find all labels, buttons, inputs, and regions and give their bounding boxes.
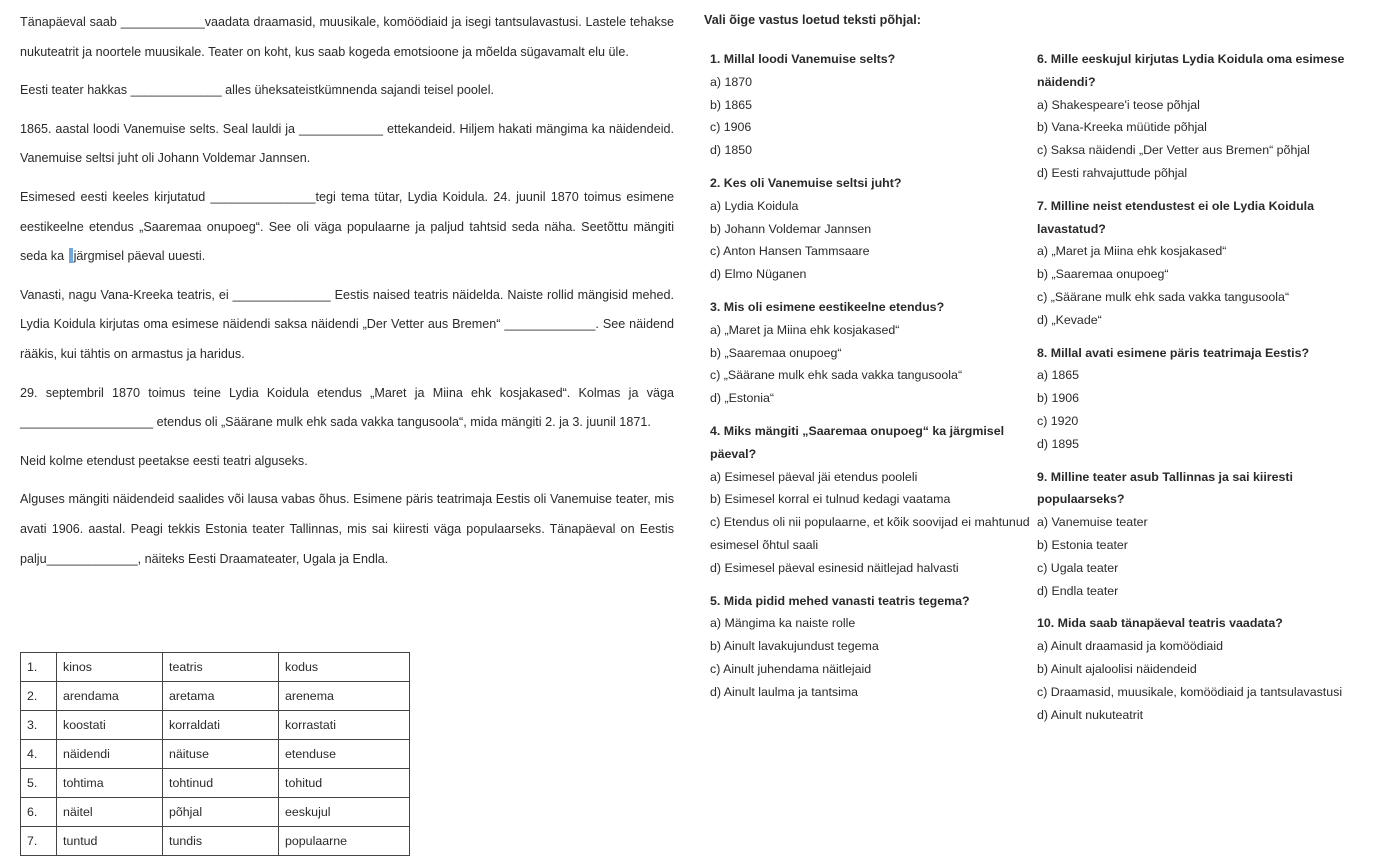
quiz-question (710, 172, 1030, 286)
paragraph-7[interactable]: Neid kolme etendust peetakse eesti teatri alguseks. (20, 453, 308, 468)
answer-option[interactable]: b) 1865 (710, 97, 753, 112)
answer-option[interactable]: d) Eesti rahvajuttude põhjal (1037, 165, 1188, 180)
answer-option[interactable]: d) Endla teater (1037, 583, 1119, 598)
table-row (21, 653, 410, 682)
paragraph-2[interactable]: Eesti teater hakkas _____________ alles üheksateistkümnenda sajandi teisel poolel. (20, 83, 494, 98)
answer-option[interactable]: d) Ainult laulma ja tantsima (710, 684, 859, 699)
table-row-number[interactable]: 3. (21, 711, 57, 740)
table-cell[interactable]: aretama (163, 682, 279, 711)
table-cell[interactable]: populaarne (279, 827, 410, 856)
paragraph-4[interactable] (20, 183, 674, 272)
question-title: 5. Mida pidid mehed vanasti teatris tegema? (710, 593, 970, 608)
answer-option[interactable]: d) „Kevade“ (1037, 312, 1102, 327)
quiz-column-left (710, 48, 1030, 714)
table-row-number[interactable]: 6. (21, 798, 57, 827)
paragraph-4-text-after: järgmisel päeval uuesti. (73, 249, 206, 264)
answer-option[interactable]: d) Elmo Nüganen (710, 267, 807, 282)
table-cell[interactable]: etenduse (279, 740, 410, 769)
answer-option[interactable]: a) Vanemuise teater (1037, 515, 1148, 530)
question-title: 2. Kes oli Vanemuise seltsi juht? (710, 175, 902, 190)
table-cell[interactable]: näidendi (57, 740, 163, 769)
table-cell[interactable]: näituse (163, 740, 279, 769)
answer-option[interactable]: c) Ugala teater (1037, 560, 1119, 575)
answer-option[interactable]: b) Ainult lavakujundust tegema (710, 639, 879, 654)
quiz-question (1037, 48, 1357, 185)
answer-option[interactable]: d) Ainult nukuteatrit (1037, 707, 1144, 722)
table-cell[interactable]: teatris (163, 653, 279, 682)
table-cell[interactable]: korrastati (279, 711, 410, 740)
answer-option[interactable]: a) Esimesel päeval jäi etendus pooleli (710, 469, 918, 484)
table-cell[interactable]: koostati (57, 711, 163, 740)
question-title: 9. Milline teater asub Tallinnas ja sai kiiresti populaarseks? (1037, 469, 1293, 507)
question-title: 3. Mis oli esimene eestikeelne etendus? (710, 299, 945, 314)
table-row (21, 711, 410, 740)
table-cell[interactable]: kodus (279, 653, 410, 682)
paragraph-3[interactable]: 1865. aastal loodi Vanemuise selts. Seal lauldi ja ____________ ettekandeid. Hiljem hakati mängima ka näidendeid. Vanemuise seltsi juht oli Johann Voldemar Jannsen. (20, 121, 674, 166)
quiz-question (1037, 612, 1357, 726)
quiz-question (1037, 342, 1357, 456)
table-cell[interactable]: tohitud (279, 769, 410, 798)
answer-option[interactable]: a) Mängima ka naiste rolle (710, 616, 856, 631)
table-row-number[interactable]: 7. (21, 827, 57, 856)
quiz-question (1037, 195, 1357, 332)
quiz-question (1037, 466, 1357, 603)
answer-option[interactable]: c) Saksa näidendi „Der Vetter aus Bremen“ põhjal (1037, 143, 1310, 158)
answer-option[interactable]: c) „Säärane mulk ehk sada vakka tangusoola“ (710, 368, 963, 383)
table-row (21, 740, 410, 769)
answer-option[interactable]: a) „Maret ja Miina ehk kosjakased“ (710, 322, 900, 337)
table-row (21, 769, 410, 798)
table-cell[interactable]: kinos (57, 653, 163, 682)
question-title: 4. Miks mängiti „Saaremaa onupoeg“ ka järgmisel päeval? (710, 423, 1005, 461)
table-cell[interactable]: arenema (279, 682, 410, 711)
answer-option[interactable]: c) Anton Hansen Tammsaare (710, 244, 870, 259)
answer-option[interactable]: c) Etendus oli nii populaarne, et kõik soovijad ei mahtunud esimesel õhtul saali (710, 515, 1030, 552)
quiz-question (710, 296, 1030, 410)
table-cell[interactable]: näitel (57, 798, 163, 827)
answer-option[interactable]: a) „Maret ja Miina ehk kosjakased“ (1037, 244, 1227, 259)
table-cell[interactable]: põhjal (163, 798, 279, 827)
table-cell[interactable]: korraldati (163, 711, 279, 740)
answer-option[interactable]: c) Ainult juhendama näitlejaid (710, 661, 872, 676)
answer-option[interactable]: c) „Säärane mulk ehk sada vakka tangusoola“ (1037, 289, 1290, 304)
answer-option[interactable]: d) Esimesel päeval esinesid näitlejad halvasti (710, 560, 959, 575)
table-row (21, 827, 410, 856)
table-cell[interactable]: tohtinud (163, 769, 279, 798)
answer-option[interactable]: a) 1865 (1037, 368, 1080, 383)
answer-option[interactable]: b) Johann Voldemar Jannsen (710, 221, 872, 236)
answer-option[interactable]: d) 1850 (710, 143, 753, 158)
answer-option[interactable]: d) 1895 (1037, 436, 1080, 451)
table-cell[interactable]: eeskujul (279, 798, 410, 827)
question-title: 1. Millal loodi Vanemuise selts? (710, 52, 896, 66)
quiz-question (710, 420, 1030, 580)
question-title: 10. Mida saab tänapäeval teatris vaadata? (1037, 616, 1283, 631)
answer-option[interactable]: a) Lydia Koidula (710, 198, 799, 213)
table-row-number[interactable]: 1. (21, 653, 57, 682)
answer-option[interactable]: b) Ainult ajaloolisi näidendeid (1037, 661, 1197, 676)
table-cell[interactable]: arendama (57, 682, 163, 711)
table-row-number[interactable]: 2. (21, 682, 57, 711)
answer-option[interactable]: b) Vana-Kreeka müütide põhjal (1037, 120, 1207, 135)
question-title: 8. Millal avati esimene päris teatrimaja Eestis? (1037, 345, 1310, 360)
text-cursor (69, 248, 73, 263)
table-row (21, 798, 410, 827)
paragraph-1[interactable]: Tänapäeval saab ____________vaadata draamasid, muusikale, komöödiaid ja isegi tantsulavastusi. Lastele tehakse nukuteatrit ja noortele muusikale. Teater on koht, kus saab kogeda emotsioone ja mõelda sügavamalt elu üle. (20, 15, 674, 59)
answer-option[interactable]: c) 1920 (1037, 413, 1079, 428)
table-cell[interactable]: tuntud (57, 827, 163, 856)
answer-option[interactable]: b) Esimesel korral ei tulnud kedagi vaatama (710, 492, 951, 507)
answer-option[interactable]: d) „Estonia“ (710, 391, 775, 406)
paragraph-4-text-before: Esimesed eesti keeles kirjutatud _______________tegi tema tütar, Lydia Koidula. 24. juunil 1870 toimus esimene eestikeelne etendus „Saaremaa onupoeg“. See oli väga populaarne ja paljud tahtsid seda näha. Seetõttu mängiti seda ka (20, 189, 674, 264)
paragraph-5[interactable]: Vanasti, nagu Vana-Kreeka teatris, ei ______________ Eestis naised teatris näidelda. Naiste rollid mängisid mehed. Lydia Koidula kirjutas oma esimese näidendi saksa näidendi „Der Vetter aus Bremen“ _____________. See näidend rääkis, kui tähtis on armastus ja haridus. (20, 287, 674, 361)
word-choice-table (20, 652, 410, 856)
quiz-question (710, 48, 1030, 162)
reading-text (20, 8, 674, 583)
table-cell[interactable]: tohtima (57, 769, 163, 798)
answer-option[interactable]: a) Shakespeare'i teose põhjal (1037, 97, 1200, 112)
answer-option[interactable]: b) 1906 (1037, 391, 1080, 406)
answer-option[interactable]: c) Draamasid, muusikale, komöödiaid ja tantsulavastusi (1037, 684, 1343, 699)
answer-option[interactable]: c) 1906 (710, 120, 752, 135)
answer-option[interactable]: b) „Saaremaa onupoeg“ (1037, 267, 1169, 282)
answer-option[interactable]: b) Estonia teater (1037, 537, 1128, 552)
answer-option[interactable]: b) „Saaremaa onupoeg“ (710, 345, 842, 360)
table-cell[interactable]: tundis (163, 827, 279, 856)
answer-option[interactable]: a) Ainult draamasid ja komöödiaid (1037, 639, 1223, 654)
paragraph-6[interactable]: 29. septembril 1870 toimus teine Lydia Koidula etendus „Maret ja Miina ehk kosjakased“. Kolmas ja väga ___________________ etendus oli „Säärane mulk ehk sada vakka tangusoola“, mida mängiti 2. ja 3. juunil 1871. (20, 385, 674, 430)
quiz-question (710, 590, 1030, 704)
quiz-heading: Vali õige vastus loetud teksti põhjal: (704, 13, 921, 27)
paragraph-8[interactable]: Alguses mängiti näidendeid saalides või lausa vabas õhus. Esimene päris teatrimaja Eestis oli Vanemuise teater, mis avati 1906. aastal. Peagi tekkis Estonia teater Tallinnas, mis sai kiiresti väga populaarseks. Tänapäeval on Eestis palju_____________, näiteks Eesti Draamateater, Ugala ja Endla. (20, 492, 674, 566)
quiz-column-right (1037, 48, 1357, 736)
answer-option[interactable]: a) 1870 (710, 74, 753, 89)
table-row (21, 682, 410, 711)
question-title: 6. Mille eeskujul kirjutas Lydia Koidula oma esimese näidendi? (1037, 52, 1345, 89)
table-row-number[interactable]: 4. (21, 740, 57, 769)
question-title: 7. Milline neist etendustest ei ole Lydia Koidula lavastatud? (1037, 198, 1315, 236)
table-row-number[interactable]: 5. (21, 769, 57, 798)
